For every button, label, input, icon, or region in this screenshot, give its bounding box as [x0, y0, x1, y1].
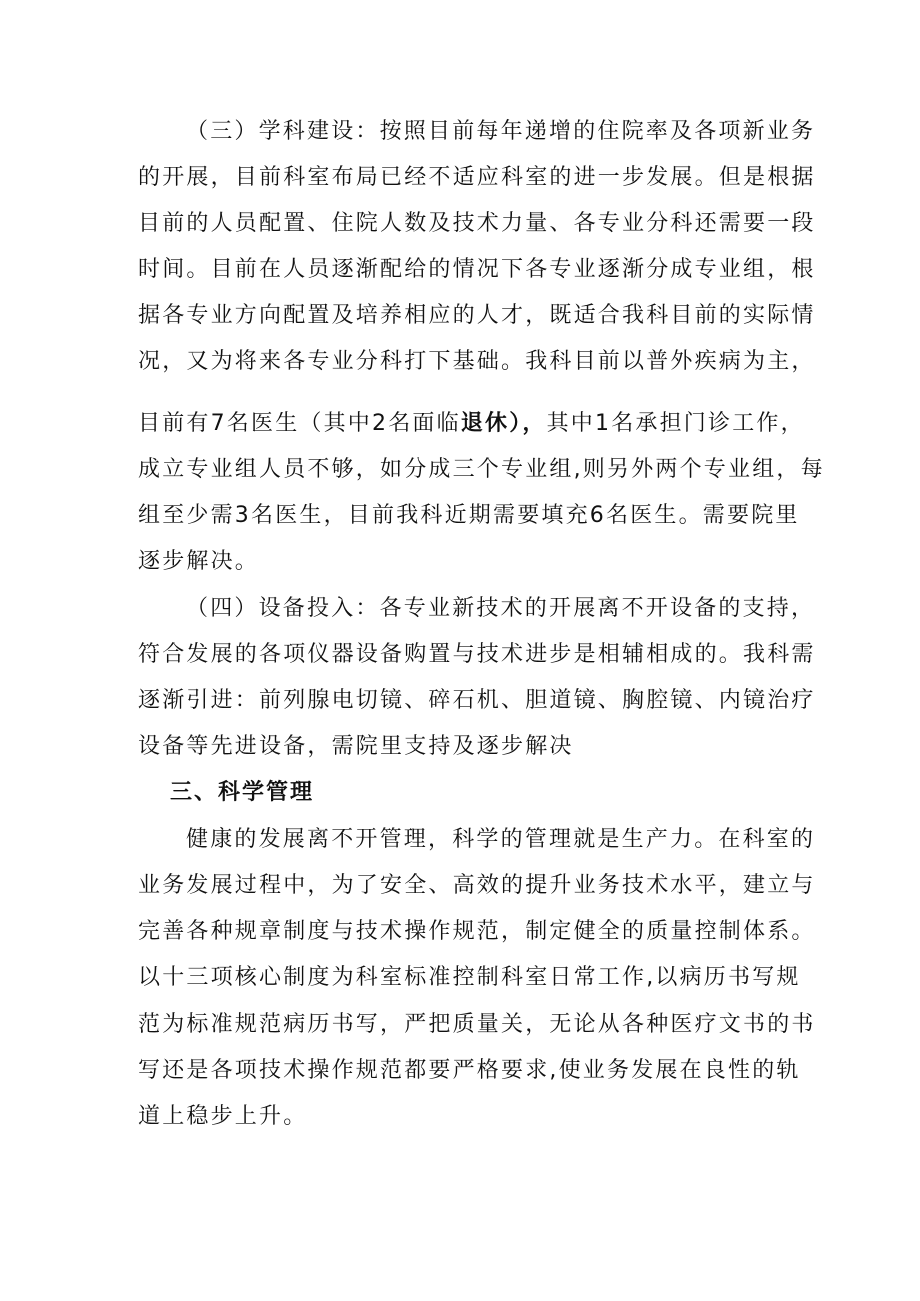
paragraph-line: 的开展，目前科室布局已经不适应科室的进一步发展。但是根据 — [138, 165, 816, 190]
paragraph-line: 以十三项核心制度为科室标准控制科室日常工作,以病历书写规 — [138, 965, 801, 990]
paragraph-line: 道上稳步上升。 — [138, 1104, 308, 1129]
paragraph-line: 时间。目前在人员逐渐配给的情况下各专业逐渐分成专业组，根 — [138, 257, 816, 282]
paragraph-line: 况，又为将来各专业分科打下基础。我科目前以普外疾病为主， — [138, 349, 816, 374]
paragraph-line: 范为标准规范病历书写，严把质量关，无论从各种医疗文书的书 — [138, 1012, 816, 1037]
paragraph-line-mixed — [138, 409, 805, 439]
text-segment: 其中1名承担门诊工作， — [546, 411, 805, 436]
paragraph-line: 组至少需3名医生，目前我科近期需要填充6名医生。需要院里 — [138, 503, 800, 528]
paragraph-line: 逐步解决。 — [138, 549, 260, 574]
paragraph-line: 成立专业组人员不够，如分成三个专业组,则另外两个专业组，每 — [138, 457, 825, 482]
paragraph-line: （三）学科建设：按照目前每年递增的住院率及各项新业务 — [186, 119, 816, 144]
text-segment: 目前有7名医生（其中2名面临 — [138, 411, 461, 436]
paragraph-line: 业务发展过程中，为了安全、高效的提升业务技术水平，建立与 — [138, 873, 816, 898]
paragraph-line: 逐渐引进：前列腺电切镜、碎石机、胆道镜、胸腔镜、内镜治疗 — [138, 688, 816, 713]
paragraph-line: （四）设备投入：各专业新技术的开展离不开设备的支持， — [186, 596, 816, 621]
paragraph-line: 目前的人员配置、住院人数及技术力量、各专业分科还需要一段 — [138, 211, 816, 236]
paragraph-line: 符合发展的各项仪器设备购置与技术进步是相辅相成的。我科需 — [138, 642, 816, 667]
paragraph-line: 写还是各项技术操作规范都要严格要求,使业务发展在良性的轨 — [138, 1058, 801, 1083]
paragraph-line: 完善各种规章制度与技术操作规范，制定健全的质量控制体系。 — [138, 919, 816, 944]
paragraph-line: 设备等先进设备，需院里支持及逐步解决 — [138, 734, 574, 759]
section-heading: 三、科学管理 — [170, 780, 315, 805]
bold-text-segment: 退休）， — [460, 411, 547, 436]
paragraph-line: 据各专业方向配置及培养相应的人才，既适合我科目前的实际情 — [138, 303, 816, 328]
paragraph-line: 健康的发展离不开管理，科学的管理就是生产力。在科室的 — [186, 827, 816, 852]
